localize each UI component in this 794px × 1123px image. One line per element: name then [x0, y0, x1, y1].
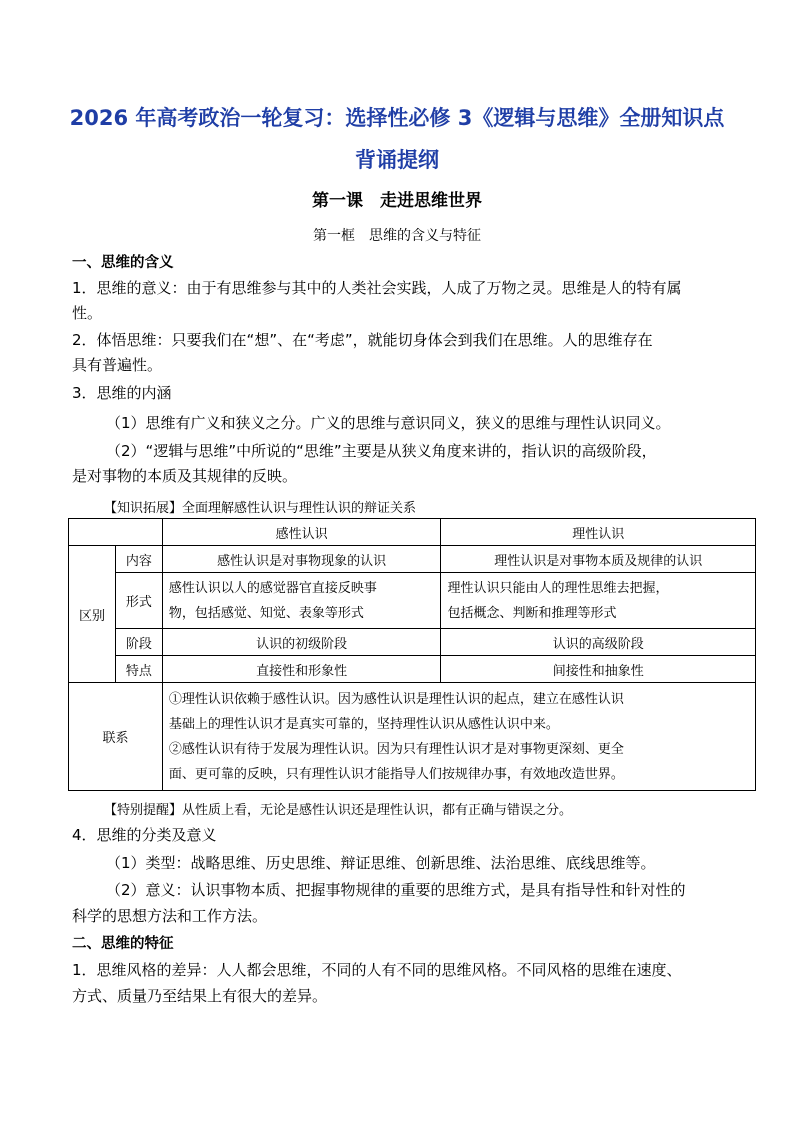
section2-heading: 二、思维的特征 — [72, 936, 174, 952]
cell-line: ②感性认识有待于发展为理性认识。因为只有理性认识才是对事物更深刻、更全 — [168, 741, 624, 757]
table-cell: 理性认识是对事物本质及规律的认识 — [441, 546, 756, 573]
doc-title-line2: 背诵提纲 — [355, 148, 439, 172]
row-key: 特点 — [115, 656, 162, 683]
table-row — [69, 656, 756, 683]
table-header-row — [69, 519, 756, 546]
row-key: 形式 — [115, 573, 162, 629]
paragraph: 2．体悟思维：只要我们在“想”、在“考虑”，就能切身体会到我们在思维。人的思维存在 — [72, 331, 653, 349]
cell-line: 物，包括感觉、知觉、表象等形式 — [168, 605, 364, 621]
cell-line: ①理性认识依赖于感性认识。因为感性认识是理性认识的起点，建立在感性认识 — [168, 691, 624, 707]
table-row — [69, 629, 756, 656]
paragraph: （1）思维有广义和狭义之分。广义的思维与意识同义，狭义的思维与理性认识同义。 — [106, 414, 671, 432]
header-perceptual: 感性认识 — [162, 519, 441, 546]
paragraph: （1）类型：战略思维、历史思维、辩证思维、创新思维、法治思维、底线思维等。 — [106, 854, 656, 872]
paragraph: 性。 — [72, 304, 103, 322]
cell-line: 理性认识只能由人的理性思维去把握， — [447, 580, 669, 596]
doc-title-line1: 2026 年高考政治一轮复习：选择性必修 3《逻辑与思维》全册知识点 — [69, 106, 725, 130]
table-row — [69, 573, 756, 629]
table-cell: 直接性和形象性 — [162, 656, 441, 683]
cell-line: 包括概念、判断和推理等形式 — [447, 605, 617, 621]
table-cell: 间接性和抽象性 — [441, 656, 756, 683]
cell-line: 感性认识以人的感觉器官直接反映事 — [168, 580, 377, 596]
special-reminder-note: 【特别提醒】从性质上看，无论是感性认识还是理性认识，都有正确与错误之分。 — [104, 803, 573, 818]
row-key: 阶段 — [115, 629, 162, 656]
paragraph: 1．思维的意义：由于有思维参与其中的人类社会实践，人成了万物之灵。思维是人的特有属 — [72, 279, 682, 297]
paragraph: 方式、质量乃至结果上有很大的差异。 — [72, 987, 328, 1005]
cell-line: 面、更可靠的反映，只有理性认识才能指导人们按规律办事，有效地改造世界。 — [168, 766, 624, 782]
table-row — [69, 546, 756, 573]
table-cell — [162, 573, 441, 629]
row-key: 内容 — [115, 546, 162, 573]
paragraph: （2）意义：认识事物本质、把握事物规律的重要的思维方式，是具有指导性和针对性的 — [106, 881, 686, 899]
difference-label: 区别 — [69, 546, 116, 683]
connection-cell — [162, 683, 755, 791]
section1-heading: 一、思维的含义 — [72, 255, 174, 271]
knowledge-extension-note: 【知识拓展】全面理解感性认识与理性认识的辩证关系 — [104, 501, 417, 516]
frame-heading: 第一框 思维的含义与特征 — [313, 228, 481, 244]
lesson-heading: 第一课 走进思维世界 — [312, 191, 482, 211]
paragraph: 具有普遍性。 — [72, 356, 163, 374]
paragraph: 是对事物的本质及其规律的反映。 — [72, 467, 298, 485]
paragraph: 1．思维风格的差异：人人都会思维，不同的人有不同的思维风格。不同风格的思维在速度、 — [72, 961, 682, 979]
table-cell — [441, 573, 756, 629]
table-row — [69, 683, 756, 791]
table-cell: 感性认识是对事物现象的认识 — [162, 546, 441, 573]
table-cell: 认识的高级阶段 — [441, 629, 756, 656]
paragraph: 4．思维的分类及意义 — [72, 826, 217, 844]
paragraph: （2）“逻辑与思维”中所说的“思维”主要是从狭义角度来讲的，指认识的高级阶段， — [106, 442, 657, 460]
connection-label: 联系 — [69, 683, 163, 791]
cell-line: 基础上的理性认识才是真实可靠的，坚持理性认识从感性认识中来。 — [168, 716, 559, 732]
paragraph: 科学的思想方法和工作方法。 — [72, 907, 268, 925]
paragraph: 3．思维的内涵 — [72, 384, 172, 402]
table-cell: 认识的初级阶段 — [162, 629, 441, 656]
comparison-table — [68, 518, 756, 791]
header-rational: 理性认识 — [441, 519, 756, 546]
